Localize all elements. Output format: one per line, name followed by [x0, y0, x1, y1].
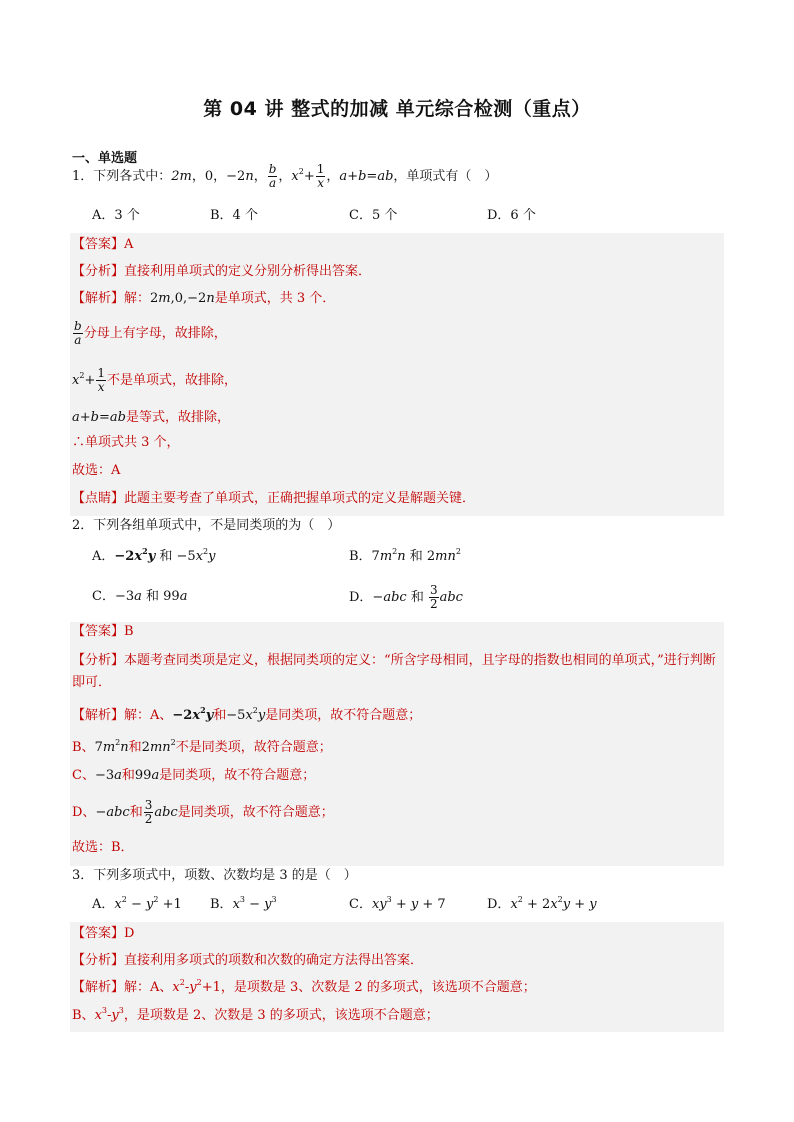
answer-line: 【答案】D [72, 926, 135, 941]
analysis-line: 【分析】直接利用单项式的定义分别分析得出答案． [72, 264, 372, 279]
question-3-stem: 3．下列多项式中，项数、次数均是 3 的是（ ） [72, 868, 357, 883]
option-a[interactable]: A．$x^2 - y^2 +1$ [92, 895, 182, 912]
solution-line: $x^2+$ $\frac{1}{x}$ 不是单项式，故排除， [72, 366, 237, 394]
option-b[interactable]: B．4 个 [210, 208, 258, 223]
question-2-options [92, 547, 712, 609]
solution-line: C、−3a和99a是同类项，故不符合题意； [72, 768, 316, 783]
solution-line: $\frac{b}{a}$ 分母上有字母，故排除， [74, 319, 227, 347]
question-3-options [92, 895, 712, 915]
solution-line: 故选：B． [72, 840, 134, 855]
solution-line: 【解析】解：A、$x^2-y^2+1$，是项数是 3、次数是 2 的多项式，该选项不合题意； [72, 978, 536, 995]
solution-line: 故选：A [72, 463, 121, 478]
analysis-line: 【分析】本题考查同类项是定义，根据同类项的定义：“所含字母相同，且字母的指数也相同的单项式，”进行判断即可． [72, 653, 716, 690]
option-b[interactable]: B．$x^3 - y^3$ [210, 895, 277, 912]
option-d[interactable]: D．−abc 和 $\frac{3}{2}$ abc [349, 583, 463, 611]
analysis-line: 【分析】直接利用多项式的项数和次数的确定方法得出答案． [72, 953, 424, 968]
solution-line: B、$7m^2n$和$2mn^2$不是同类项，故符合题意； [72, 738, 332, 755]
option-b[interactable]: B．$7m^2n$ 和 $2mn^2$ [349, 547, 461, 564]
question-1-stem: 1．下列各式中：2m，0，−2n， $\frac{b}{a}$ ，$x^2+$ $\frac{1}{x}$ ，a+b=ab，单项式有（ ） [72, 162, 498, 190]
question-2-stem: 2．下列各组单项式中，不是同类项的为（ ） [72, 518, 341, 533]
answer-line: 【答案】A [72, 237, 134, 252]
option-a[interactable]: A．3 个 [92, 208, 140, 223]
question-1-options [92, 206, 712, 226]
solution-line: D、−abc和 $\frac{3}{2}$ abc是同类项，故不符合题意； [72, 798, 334, 826]
answer-line: 【答案】B [72, 624, 134, 639]
option-c[interactable]: C．$xy^3 + y + 7$ [349, 895, 446, 912]
option-c[interactable]: C．−3a 和 99a [92, 589, 188, 604]
solution-line: 【解析】解：2m,0,−2n是单项式，共 3 个． [72, 291, 336, 306]
answer-box-2 [70, 622, 724, 866]
answer-box-1 [70, 233, 724, 516]
solution-line: a+b=ab是等式，故排除， [72, 410, 230, 425]
comment-line: 【点睛】此题主要考查了单项式，正确把握单项式的定义是解题关键． [72, 491, 476, 506]
solution-line: ∴单项式共 3 个， [72, 435, 180, 450]
answer-box-3 [70, 922, 724, 1032]
option-c[interactable]: C．5 个 [349, 208, 398, 223]
option-a[interactable]: A．$-2x^2y$ 和 $-5x^2y$ [92, 546, 216, 564]
option-d[interactable]: D．6 个 [487, 208, 536, 223]
solution-line: 【解析】解：A、$-2x^2y$和$-5x^2y$是同类项，故不符合题意； [72, 705, 422, 723]
page-title: 第 04 讲 整式的加减 单元综合检测（重点） [203, 98, 591, 120]
solution-line: B、$x^3-y^3$，是项数是 2、次数是 3 的多项式，该选项不合题意； [72, 1006, 439, 1023]
section-heading: 一、单选题 [72, 151, 138, 166]
option-d[interactable]: D．$x^2 + 2x^2y + y$ [487, 895, 597, 912]
